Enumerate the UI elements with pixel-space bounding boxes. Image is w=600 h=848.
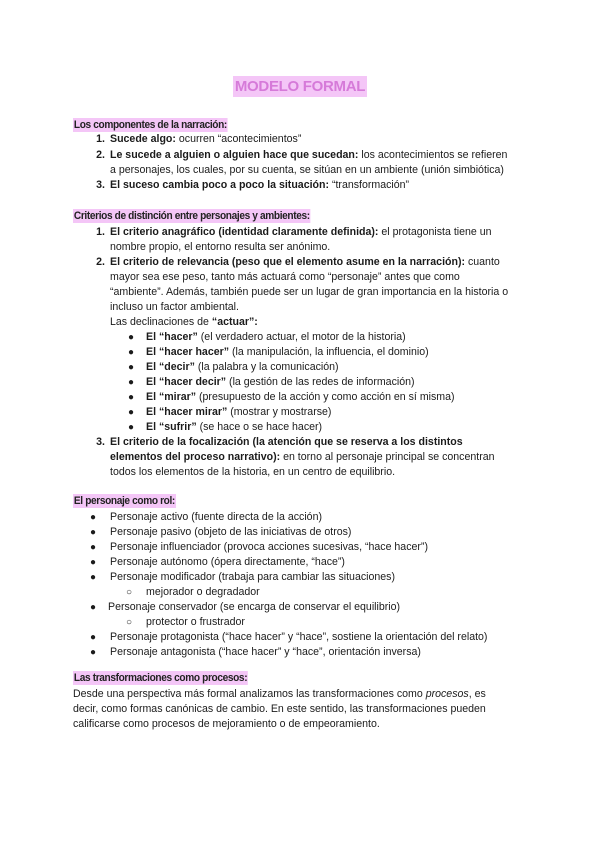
list-item: El criterio anagráfico (identidad claramente definida): el protagonista tiene un <box>110 226 492 238</box>
list-number: 3. <box>96 179 105 191</box>
list-item-continuation: mayor sea ese peso, tanto más actuará como “personaje” antes que como <box>110 271 460 283</box>
bullet-icon: ● <box>90 632 97 643</box>
sub-bullet-item: mejorador o degradador <box>146 586 260 598</box>
bullet-item: El “hacer” (el verdadero actuar, el motor de la historia) <box>146 331 406 343</box>
section-heading-personaje: El personaje como rol: <box>73 495 175 507</box>
bullet-icon: ● <box>128 362 135 373</box>
section-heading-componentes: Los componentes de la narración: <box>73 119 227 131</box>
bullet-icon: ● <box>128 392 135 403</box>
bullet-item: El “mirar” (presupuesto de la acción y como acción en sí misma) <box>146 391 455 403</box>
paragraph-line: calificarse como procesos de mejoramiento o de empeoramiento. <box>73 718 380 730</box>
bullet-icon: ● <box>128 377 135 388</box>
list-item-continuation: incluso un factor ambiental. <box>110 301 239 313</box>
bullet-item: Personaje conservador (se encarga de conservar el equilibrio) <box>108 601 401 613</box>
section-heading-criterios: Criterios de distinción entre personajes y ambientes: <box>73 210 310 222</box>
title-container <box>0 76 600 97</box>
bullet-icon: ● <box>90 557 97 568</box>
sub-bullet-icon: ○ <box>126 587 133 598</box>
bullet-icon: ● <box>128 347 135 358</box>
bullet-item: El “hacer hacer” (la manipulación, la influencia, el dominio) <box>146 346 429 358</box>
bullet-item: Personaje pasivo (objeto de las iniciativas de otros) <box>110 526 352 538</box>
list-item-continuation: “ambiente”. Además, también puede ser un lugar de gran importancia en la historia o <box>110 286 509 298</box>
list-item-continuation: todos los elementos de la historia, en un centro de equilibrio. <box>110 466 396 478</box>
paragraph-line: Desde una perspectiva más formal analizamos las transformaciones como procesos, es <box>73 688 486 700</box>
section-heading-transformaciones: Las transformaciones como procesos: <box>73 672 248 684</box>
document-title: MODELO FORMAL <box>234 78 366 95</box>
bullet-icon: ● <box>90 542 97 553</box>
bullet-item: Personaje autónomo (ópera directamente, “hace”) <box>110 556 345 568</box>
list-number: 2. <box>96 256 105 268</box>
bullet-icon: ● <box>90 527 97 538</box>
bullet-item: El “hacer decir” (la gestión de las redes de información) <box>146 376 415 388</box>
bullet-icon: ● <box>128 332 135 343</box>
list-item-continuation: nombre propio, el entorno resulta ser anónimo. <box>110 241 331 253</box>
list-item: El suceso cambia poco a poco la situación: “transformación” <box>110 179 410 191</box>
list-item: El criterio de relevancia (peso que el elemento asume en la narración): cuanto <box>110 256 500 268</box>
bullet-item: Personaje influenciador (provoca acciones sucesivas, “hace hacer”) <box>110 541 428 553</box>
list-item: Le sucede a alguien o alguien hace que sucedan: los acontecimientos se refieren <box>110 149 508 161</box>
bullet-icon: ● <box>90 512 97 523</box>
bullet-item: Personaje modificador (trabaja para cambiar las situaciones) <box>110 571 395 583</box>
list-item: El criterio de la focalización (la atención que se reserva a los distintos <box>110 436 463 448</box>
bullet-item: Personaje protagonista (“hace hacer” y “hace”, sostiene la orientación del relato) <box>110 631 488 643</box>
bullet-icon: ● <box>90 602 97 613</box>
bullet-icon: ● <box>90 647 97 658</box>
paragraph-line: decir, como formas canónicas de cambio. En este sentido, las transformaciones pueden <box>73 703 486 715</box>
bullet-item: Personaje antagonista (“hace hacer” y “hace”, orientación inversa) <box>110 646 421 658</box>
bullet-item: Personaje activo (fuente directa de la acción) <box>110 511 322 523</box>
list-number: 1. <box>96 133 105 145</box>
sub-bullet-icon: ○ <box>126 617 133 628</box>
list-item-continuation: a personajes, los cuales, por su cuenta, se sitúan en un ambiente (unión simbiótica) <box>110 164 504 176</box>
bullet-icon: ● <box>128 422 135 433</box>
bullet-item: El “sufrir” (se hace o se hace hacer) <box>146 421 323 433</box>
list-item-continuation: elementos del proceso narrativo): en torno al personaje principal se concentran <box>110 451 495 463</box>
bullet-icon: ● <box>128 407 135 418</box>
sub-bullet-item: protector o frustrador <box>146 616 245 628</box>
bullet-item: El “hacer mirar” (mostrar y mostrarse) <box>146 406 332 418</box>
list-number: 2. <box>96 149 105 161</box>
declinaciones-intro: Las declinaciones de “actuar”: <box>110 316 258 328</box>
bullet-icon: ● <box>90 572 97 583</box>
list-item: Sucede algo: ocurren “acontecimientos” <box>110 133 302 145</box>
bullet-item: El “decir” (la palabra y la comunicación) <box>146 361 339 373</box>
list-number: 1. <box>96 226 105 238</box>
list-number: 3. <box>96 436 105 448</box>
